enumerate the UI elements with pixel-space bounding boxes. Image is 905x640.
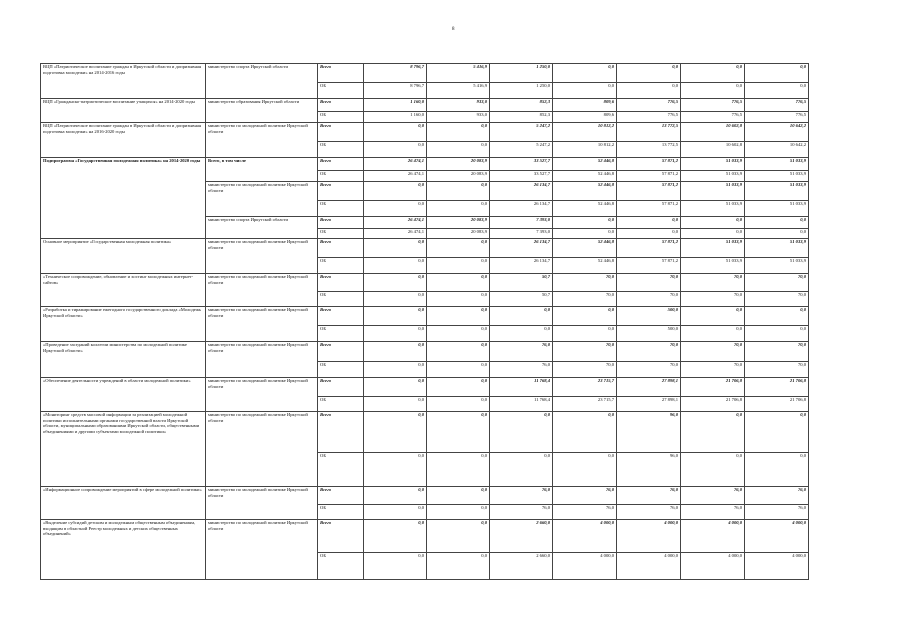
year-value: 4 000,0 bbox=[617, 520, 681, 553]
year-value: 0,0 bbox=[553, 64, 617, 83]
year-value: 33 527,7 bbox=[490, 171, 553, 182]
responsible-ministry: министерство по молодежной политике Иркутской области bbox=[206, 342, 318, 378]
table-row bbox=[41, 158, 809, 171]
year-value: 0,0 bbox=[745, 453, 809, 487]
year-value: 809,6 bbox=[553, 112, 617, 123]
year-value: 4 000,0 bbox=[553, 553, 617, 580]
year-value: 70,0 bbox=[617, 342, 681, 362]
funding-source: ОБ bbox=[318, 258, 364, 274]
year-value: 70,0 bbox=[617, 362, 681, 378]
year-value: 70,0 bbox=[745, 274, 809, 292]
year-value: 776,5 bbox=[617, 112, 681, 123]
year-value: 51 033,9 bbox=[681, 258, 745, 274]
year-value: 20 083,9 bbox=[427, 229, 490, 239]
year-value: 1 160,0 bbox=[364, 112, 427, 123]
year-value: 20 083,9 bbox=[427, 171, 490, 182]
year-value: 0,0 bbox=[427, 258, 490, 274]
year-value: 76,0 bbox=[553, 487, 617, 505]
year-value: 776,5 bbox=[617, 99, 681, 112]
year-value: 51 033,9 bbox=[745, 171, 809, 182]
year-value: 0,0 bbox=[745, 307, 809, 326]
year-value: 0,0 bbox=[681, 229, 745, 239]
year-value: 0,0 bbox=[427, 274, 490, 292]
year-value: 7 393,0 bbox=[490, 217, 553, 229]
year-value: 0,0 bbox=[490, 453, 553, 487]
year-value: 0,0 bbox=[745, 83, 809, 99]
year-value: 776,5 bbox=[745, 99, 809, 112]
year-value: 26 134,7 bbox=[490, 239, 553, 258]
year-value: 0,0 bbox=[427, 505, 490, 520]
funding-source: ОБ bbox=[318, 171, 364, 182]
year-value: 1 160,0 bbox=[364, 99, 427, 112]
responsible-ministry: министерство по молодежной политике Иркутской области bbox=[206, 182, 318, 217]
year-value: 0,0 bbox=[364, 412, 427, 453]
year-value: 52 446,8 bbox=[553, 201, 617, 217]
program-name: «Выделение субсидий детским и молодежным общественным объединениям, входящим в областной Реестр молодежных и детских общественных объединений» bbox=[41, 520, 206, 580]
table-row bbox=[41, 99, 809, 112]
year-value: 51 033,9 bbox=[681, 158, 745, 171]
year-value: 0,0 bbox=[681, 217, 745, 229]
year-value: 52 446,8 bbox=[553, 158, 617, 171]
year-value: 0,0 bbox=[364, 123, 427, 142]
year-value: 4 000,0 bbox=[553, 520, 617, 553]
year-value: 0,0 bbox=[427, 307, 490, 326]
year-value: 0,0 bbox=[364, 378, 427, 397]
year-value: 52 446,8 bbox=[553, 239, 617, 258]
year-value: 70,0 bbox=[553, 362, 617, 378]
year-value: 26 474,1 bbox=[364, 217, 427, 229]
year-value: 0,0 bbox=[364, 258, 427, 274]
year-value: 0,0 bbox=[490, 307, 553, 326]
funding-source: Всего bbox=[318, 520, 364, 553]
page-number: 8 bbox=[452, 27, 455, 32]
year-value: 0,0 bbox=[745, 412, 809, 453]
year-value: 0,0 bbox=[364, 520, 427, 553]
table-row bbox=[41, 487, 809, 505]
year-value: 0,0 bbox=[617, 64, 681, 83]
year-value: 4 000,0 bbox=[745, 553, 809, 580]
year-value: 76,0 bbox=[681, 505, 745, 520]
funding-source: ОБ bbox=[318, 292, 364, 307]
program-name: ВЦП «Гражданско-патриотическое воспитание учащихся» на 2014-2020 годы bbox=[41, 99, 206, 123]
funding-source: Всего bbox=[318, 158, 364, 171]
year-value: 5 247,2 bbox=[490, 142, 553, 158]
funding-source: Всего bbox=[318, 307, 364, 326]
year-value: 933,0 bbox=[427, 112, 490, 123]
funding-source: ОБ bbox=[318, 83, 364, 99]
year-value: 76,0 bbox=[490, 362, 553, 378]
year-value: 11 768,4 bbox=[490, 397, 553, 412]
year-value: 27 898,1 bbox=[617, 397, 681, 412]
year-value: 26 474,1 bbox=[364, 171, 427, 182]
year-value: 0,0 bbox=[617, 229, 681, 239]
year-value: 10 812,2 bbox=[553, 142, 617, 158]
year-value: 0,0 bbox=[364, 342, 427, 362]
year-value: 0,0 bbox=[364, 362, 427, 378]
year-value: 7 393,0 bbox=[490, 229, 553, 239]
year-value: 4 000,0 bbox=[617, 553, 681, 580]
program-name: Основное мероприятие «Государственная молодежная политика» bbox=[41, 239, 206, 274]
funding-source: ОБ bbox=[318, 453, 364, 487]
year-value: 0,0 bbox=[364, 453, 427, 487]
year-value: 852,3 bbox=[490, 112, 553, 123]
year-value: 1 250,0 bbox=[490, 64, 553, 83]
funding-source: ОБ bbox=[318, 112, 364, 123]
funding-source: Всего bbox=[318, 64, 364, 83]
budget-table bbox=[40, 63, 809, 580]
year-value: 0,0 bbox=[427, 239, 490, 258]
year-value: 50,7 bbox=[490, 274, 553, 292]
year-value: 57 871,2 bbox=[617, 201, 681, 217]
year-value: 26 134,7 bbox=[490, 182, 553, 201]
year-value: 0,0 bbox=[553, 453, 617, 487]
year-value: 776,5 bbox=[681, 99, 745, 112]
program-name: Подпрограмма «Государственная молодежная политика» на 2014-2020 годы bbox=[41, 158, 206, 239]
year-value: 0,0 bbox=[427, 292, 490, 307]
year-value: 96,0 bbox=[617, 453, 681, 487]
year-value: 50,7 bbox=[490, 292, 553, 307]
year-value: 0,0 bbox=[553, 83, 617, 99]
year-value: 0,0 bbox=[364, 239, 427, 258]
year-value: 23 715,7 bbox=[553, 378, 617, 397]
year-value: 0,0 bbox=[427, 397, 490, 412]
responsible-ministry: министерство образования Иркутской области bbox=[206, 99, 318, 123]
program-name: «Обеспечение деятельности учреждений в области молодежной политики» bbox=[41, 378, 206, 412]
year-value: 0,0 bbox=[553, 326, 617, 342]
year-value: 76,0 bbox=[745, 487, 809, 505]
year-value: 21 706,8 bbox=[745, 378, 809, 397]
funding-source: ОБ bbox=[318, 553, 364, 580]
year-value: 0,0 bbox=[427, 412, 490, 453]
table-row bbox=[41, 274, 809, 292]
year-value: 5 416,9 bbox=[427, 83, 490, 99]
year-value: 52 446,8 bbox=[553, 182, 617, 201]
year-value: 500,0 bbox=[617, 326, 681, 342]
program-name: «Разработка и тиражирование ежегодного государственного доклада «Молодежь Иркутской области» bbox=[41, 307, 206, 342]
year-value: 70,0 bbox=[617, 292, 681, 307]
year-value: 70,0 bbox=[681, 362, 745, 378]
year-value: 70,0 bbox=[681, 292, 745, 307]
funding-source: ОБ bbox=[318, 362, 364, 378]
year-value: 26 134,7 bbox=[490, 201, 553, 217]
year-value: 809,6 bbox=[553, 99, 617, 112]
year-value: 0,0 bbox=[745, 229, 809, 239]
year-value: 0,0 bbox=[745, 64, 809, 83]
year-value: 0,0 bbox=[427, 520, 490, 553]
year-value: 70,0 bbox=[617, 274, 681, 292]
year-value: 20 083,9 bbox=[427, 158, 490, 171]
year-value: 1 250,0 bbox=[490, 83, 553, 99]
year-value: 0,0 bbox=[553, 307, 617, 326]
year-value: 0,0 bbox=[745, 326, 809, 342]
year-value: 70,0 bbox=[553, 274, 617, 292]
year-value: 51 033,9 bbox=[681, 239, 745, 258]
year-value: 76,0 bbox=[490, 487, 553, 505]
year-value: 852,3 bbox=[490, 99, 553, 112]
funding-source: ОБ bbox=[318, 505, 364, 520]
year-value: 57 871,2 bbox=[617, 182, 681, 201]
program-name: «Мониторинг средств массовой информации за реализацией молодежной политики исполнительными органами государственной власти Иркутской области, муниципальными образованиями Иркутской области, общественными объединениями и другими субъектами молодежной политики» bbox=[41, 412, 206, 487]
year-value: 70,0 bbox=[681, 342, 745, 362]
year-value: 776,5 bbox=[681, 112, 745, 123]
program-name: «Проведение заседаний коллегии министерства по молодежной политике Иркутской области» bbox=[41, 342, 206, 378]
year-value: 0,0 bbox=[490, 326, 553, 342]
year-value: 0,0 bbox=[364, 397, 427, 412]
year-value: 26 134,7 bbox=[490, 258, 553, 274]
funding-source: Всего bbox=[318, 123, 364, 142]
year-value: 57 871,2 bbox=[617, 239, 681, 258]
year-value: 0,0 bbox=[427, 326, 490, 342]
responsible-ministry: министерство спорта Иркутской области bbox=[206, 217, 318, 239]
year-value: 5 247,2 bbox=[490, 123, 553, 142]
funding-source: ОБ bbox=[318, 397, 364, 412]
year-value: 0,0 bbox=[427, 487, 490, 505]
responsible-ministry: министерство по молодежной политике Иркутской области bbox=[206, 274, 318, 307]
table-row bbox=[41, 520, 809, 553]
year-value: 10 602,8 bbox=[681, 123, 745, 142]
year-value: 0,0 bbox=[681, 453, 745, 487]
year-value: 0,0 bbox=[364, 201, 427, 217]
responsible-ministry: министерство по молодежной политике Иркутской области bbox=[206, 378, 318, 412]
year-value: 0,0 bbox=[427, 362, 490, 378]
year-value: 10 642,2 bbox=[745, 123, 809, 142]
table-row bbox=[41, 307, 809, 326]
year-value: 0,0 bbox=[364, 182, 427, 201]
program-name: ВЦП «Патриотическое воспитание граждан в Иркутской области и допризывная подготовка молодежи» на 2014-2016 годы bbox=[41, 64, 206, 99]
responsible-ministry: министерство по молодежной политике Иркутской области bbox=[206, 123, 318, 158]
funding-source: Всего bbox=[318, 239, 364, 258]
year-value: 52 446,8 bbox=[553, 258, 617, 274]
funding-source: Всего bbox=[318, 99, 364, 112]
year-value: 0,0 bbox=[427, 182, 490, 201]
year-value: 0,0 bbox=[553, 412, 617, 453]
year-value: 0,0 bbox=[553, 217, 617, 229]
funding-source: ОБ bbox=[318, 229, 364, 239]
year-value: 57 871,2 bbox=[617, 158, 681, 171]
year-value: 2 660,0 bbox=[490, 553, 553, 580]
responsible-ministry: министерство спорта Иркутской области bbox=[206, 64, 318, 99]
year-value: 0,0 bbox=[364, 142, 427, 158]
table-row bbox=[41, 378, 809, 397]
year-value: 27 898,1 bbox=[617, 378, 681, 397]
year-value: 500,0 bbox=[617, 307, 681, 326]
year-value: 96,0 bbox=[617, 412, 681, 453]
table-row bbox=[41, 239, 809, 258]
year-value: 13 772,5 bbox=[617, 123, 681, 142]
year-value: 0,0 bbox=[364, 505, 427, 520]
year-value: 0,0 bbox=[427, 201, 490, 217]
funding-source: Всего bbox=[318, 378, 364, 397]
program-name: «Техническое сопровождение, обновление и хостинг молодежных интернет-сайтов» bbox=[41, 274, 206, 307]
year-value: 51 033,9 bbox=[745, 258, 809, 274]
year-value: 76,0 bbox=[745, 505, 809, 520]
year-value: 0,0 bbox=[364, 326, 427, 342]
responsible-ministry: министерство по молодежной политике Иркутской области bbox=[206, 412, 318, 487]
year-value: 70,0 bbox=[553, 292, 617, 307]
year-value: 70,0 bbox=[745, 342, 809, 362]
funding-source: ОБ bbox=[318, 201, 364, 217]
responsible-ministry: министерство по молодежной политике Иркутской области bbox=[206, 520, 318, 580]
year-value: 0,0 bbox=[364, 553, 427, 580]
table-row bbox=[41, 123, 809, 142]
year-value: 23 715,7 bbox=[553, 397, 617, 412]
year-value: 70,0 bbox=[681, 274, 745, 292]
year-value: 0,0 bbox=[553, 229, 617, 239]
year-value: 0,0 bbox=[681, 307, 745, 326]
program-name: «Информационное сопровождение мероприятий в сфере молодежной политики» bbox=[41, 487, 206, 520]
funding-source: Всего bbox=[318, 412, 364, 453]
table-row bbox=[41, 412, 809, 453]
funding-source: Всего bbox=[318, 217, 364, 229]
responsible-ministry: министерство по молодежной политике Иркутской области bbox=[206, 487, 318, 520]
year-value: 2 660,0 bbox=[490, 520, 553, 553]
year-value: 0,0 bbox=[427, 342, 490, 362]
year-value: 11 768,4 bbox=[490, 378, 553, 397]
year-value: 21 706,8 bbox=[745, 397, 809, 412]
year-value: 0,0 bbox=[681, 64, 745, 83]
year-value: 51 033,9 bbox=[681, 182, 745, 201]
year-value: 13 772,5 bbox=[617, 142, 681, 158]
year-value: 4 000,0 bbox=[681, 520, 745, 553]
year-value: 4 000,0 bbox=[681, 553, 745, 580]
year-value: 51 033,9 bbox=[681, 171, 745, 182]
funding-source: ОБ bbox=[318, 326, 364, 342]
year-value: 70,0 bbox=[745, 292, 809, 307]
year-value: 33 527,7 bbox=[490, 158, 553, 171]
year-value: 0,0 bbox=[490, 412, 553, 453]
year-value: 76,0 bbox=[681, 487, 745, 505]
year-value: 0,0 bbox=[364, 274, 427, 292]
year-value: 8 796,7 bbox=[364, 83, 427, 99]
year-value: 20 083,9 bbox=[427, 217, 490, 229]
year-value: 57 871,2 bbox=[617, 171, 681, 182]
year-value: 0,0 bbox=[681, 326, 745, 342]
table-row bbox=[41, 342, 809, 362]
year-value: 76,0 bbox=[553, 505, 617, 520]
funding-source: Всего bbox=[318, 274, 364, 292]
year-value: 0,0 bbox=[617, 217, 681, 229]
year-value: 26 474,1 bbox=[364, 229, 427, 239]
responsible-ministry: Всего, в том числе bbox=[206, 158, 318, 182]
year-value: 8 796,7 bbox=[364, 64, 427, 83]
year-value: 76,0 bbox=[617, 487, 681, 505]
year-value: 0,0 bbox=[745, 217, 809, 229]
year-value: 0,0 bbox=[427, 453, 490, 487]
year-value: 0,0 bbox=[364, 292, 427, 307]
year-value: 57 871,2 bbox=[617, 258, 681, 274]
year-value: 5 416,9 bbox=[427, 64, 490, 83]
year-value: 933,0 bbox=[427, 99, 490, 112]
year-value: 0,0 bbox=[617, 83, 681, 99]
funding-source: ОБ bbox=[318, 142, 364, 158]
year-value: 4 000,0 bbox=[745, 520, 809, 553]
year-value: 776,5 bbox=[745, 112, 809, 123]
year-value: 10 812,2 bbox=[553, 123, 617, 142]
responsible-ministry: министерство по молодежной политике Иркутской области bbox=[206, 307, 318, 342]
year-value: 10 602,8 bbox=[681, 142, 745, 158]
year-value: 76,0 bbox=[490, 505, 553, 520]
year-value: 0,0 bbox=[364, 307, 427, 326]
program-name: ВЦП «Патриотическое воспитание граждан в Иркутской области и допризывная подготовка молодежи» на 2016-2020 годы bbox=[41, 123, 206, 158]
year-value: 76,0 bbox=[490, 342, 553, 362]
year-value: 52 446,8 bbox=[553, 171, 617, 182]
year-value: 10 642,2 bbox=[745, 142, 809, 158]
funding-source: Всего bbox=[318, 487, 364, 505]
year-value: 0,0 bbox=[427, 553, 490, 580]
year-value: 51 033,9 bbox=[745, 158, 809, 171]
funding-source: Всего bbox=[318, 182, 364, 201]
year-value: 26 474,1 bbox=[364, 158, 427, 171]
year-value: 51 033,9 bbox=[745, 182, 809, 201]
year-value: 21 706,8 bbox=[681, 397, 745, 412]
year-value: 76,0 bbox=[617, 505, 681, 520]
year-value: 70,0 bbox=[553, 342, 617, 362]
year-value: 21 706,8 bbox=[681, 378, 745, 397]
year-value: 0,0 bbox=[681, 83, 745, 99]
year-value: 70,0 bbox=[745, 362, 809, 378]
year-value: 51 033,9 bbox=[745, 239, 809, 258]
table-row bbox=[41, 64, 809, 83]
year-value: 0,0 bbox=[364, 487, 427, 505]
year-value: 0,0 bbox=[427, 123, 490, 142]
funding-source: Всего bbox=[318, 342, 364, 362]
year-value: 0,0 bbox=[427, 142, 490, 158]
year-value: 0,0 bbox=[427, 378, 490, 397]
year-value: 51 033,9 bbox=[745, 201, 809, 217]
year-value: 0,0 bbox=[681, 412, 745, 453]
responsible-ministry: министерство по молодежной политике Иркутской области bbox=[206, 239, 318, 274]
year-value: 51 033,9 bbox=[681, 201, 745, 217]
